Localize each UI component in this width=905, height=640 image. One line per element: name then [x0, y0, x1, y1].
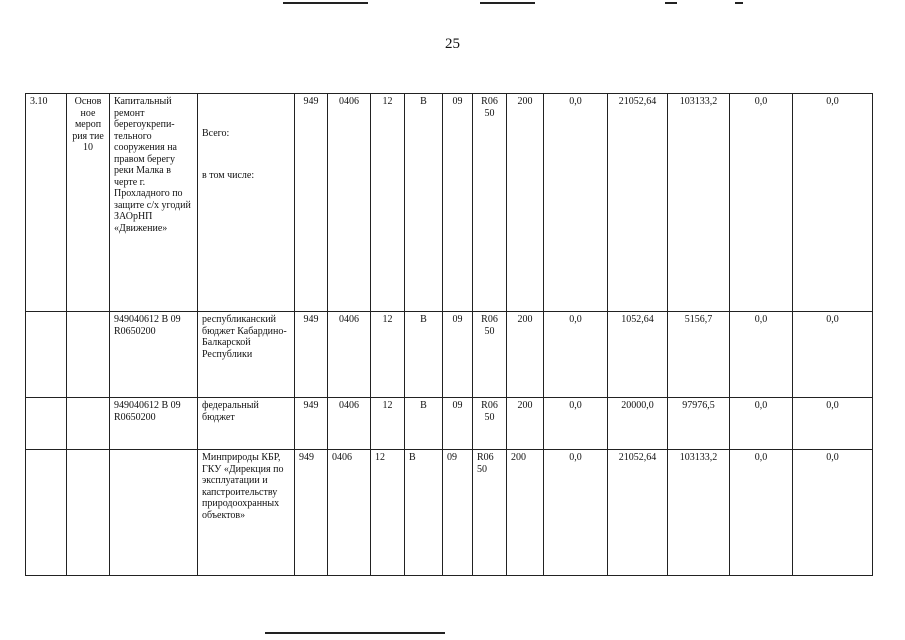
- amount-year-2: 20000,0: [608, 398, 668, 450]
- table-row: [26, 312, 873, 398]
- amount-year-1: 0,0: [544, 398, 608, 450]
- scan-artifact: [665, 2, 677, 4]
- target-article-code: В: [405, 398, 443, 450]
- amount-year-1: 0,0: [544, 450, 608, 576]
- target-article-code: В: [405, 94, 443, 312]
- amount-year-2: 1052,64: [608, 312, 668, 398]
- target-article-code: R06 50: [473, 450, 507, 576]
- funding-including-label: в том числе:: [202, 169, 255, 181]
- expense-type-code: 200: [507, 398, 544, 450]
- expense-type-code: 200: [507, 312, 544, 398]
- footnote-rule: [265, 632, 445, 634]
- amount-year-5: 0,0: [793, 94, 873, 312]
- grbs-code: 949: [295, 398, 328, 450]
- amount-year-4: 0,0: [730, 94, 793, 312]
- funding-source-cell: [198, 94, 295, 312]
- rzpr-code: 0406: [328, 450, 371, 576]
- activity-type: Основ ное мероп рия тие 10: [67, 94, 110, 312]
- scan-artifact: [283, 2, 368, 4]
- funding-total-label: Всего:: [202, 128, 230, 139]
- rzpr-code: 0406: [328, 94, 371, 312]
- target-article-code: R06 50: [473, 312, 507, 398]
- target-article-code: 12: [371, 398, 405, 450]
- target-article-code: 09: [443, 398, 473, 450]
- row-number: 3.10: [26, 94, 67, 312]
- grbs-code: 949: [295, 94, 328, 312]
- budget-classification-code: 949040612 В 09 R0650200: [110, 312, 198, 398]
- target-article-code: R06 50: [473, 398, 507, 450]
- grbs-code: 949: [295, 450, 328, 576]
- amount-year-3: 103133,2: [668, 450, 730, 576]
- amount-year-3: 5156,7: [668, 312, 730, 398]
- responsible-executor: Минприроды КБР, ГКУ «Дирекция по эксплуатации и капстроительству природоохранных объектов»: [198, 450, 295, 576]
- target-article-code: 09: [443, 94, 473, 312]
- amount-year-2: 21052,64: [608, 94, 668, 312]
- amount-year-1: 0,0: [544, 94, 608, 312]
- funding-source: федеральный бюджет: [198, 398, 295, 450]
- target-article-code: В: [405, 312, 443, 398]
- target-article-code: 12: [371, 312, 405, 398]
- amount-year-2: 21052,64: [608, 450, 668, 576]
- table-row: [26, 94, 873, 312]
- amount-year-4: 0,0: [730, 398, 793, 450]
- amount-year-1: 0,0: [544, 312, 608, 398]
- expense-type-code: 200: [507, 450, 544, 576]
- target-article-code: 09: [443, 312, 473, 398]
- scan-artifact: [735, 2, 743, 4]
- target-article-code: В: [405, 450, 443, 576]
- rzpr-code: 0406: [328, 398, 371, 450]
- expense-type-code: 200: [507, 94, 544, 312]
- budget-classification-code: 949040612 В 09 R0650200: [110, 398, 198, 450]
- grbs-code: 949: [295, 312, 328, 398]
- target-article-code: 12: [371, 450, 405, 576]
- table-row: [26, 450, 873, 576]
- scan-artifact: [480, 2, 535, 4]
- activity-name: Капитальный ремонт берегоукрепи-тельного сооружения на правом берегу реки Малка в черте г. Прохладного по защите с/х угодий ЗАОрНП «Движение»: [110, 94, 198, 312]
- page-number: 25: [445, 36, 460, 52]
- amount-year-5: 0,0: [793, 312, 873, 398]
- amount-year-3: 97976,5: [668, 398, 730, 450]
- rzpr-code: 0406: [328, 312, 371, 398]
- target-article-code: 09: [443, 450, 473, 576]
- amount-year-5: 0,0: [793, 450, 873, 576]
- table-row: [26, 398, 873, 450]
- amount-year-4: 0,0: [730, 450, 793, 576]
- budget-table: [25, 93, 873, 576]
- funding-source: республиканский бюджет Кабардино-Балкарской Республики: [198, 312, 295, 398]
- amount-year-4: 0,0: [730, 312, 793, 398]
- target-article-code: 12: [371, 94, 405, 312]
- amount-year-5: 0,0: [793, 398, 873, 450]
- target-article-code: R06 50: [473, 94, 507, 312]
- amount-year-3: 103133,2: [668, 94, 730, 312]
